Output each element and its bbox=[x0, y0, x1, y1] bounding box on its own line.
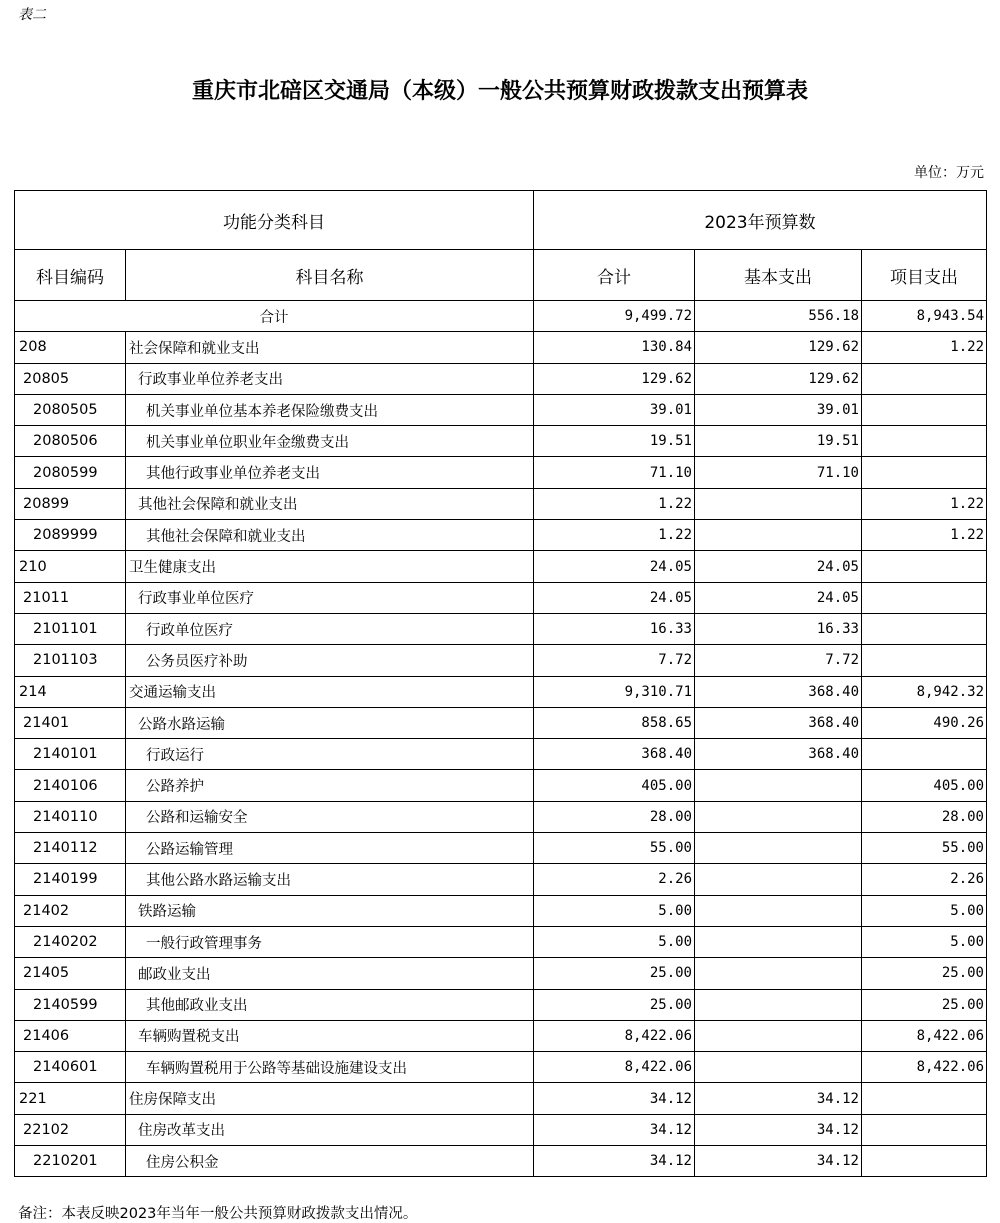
row-code: 221 bbox=[15, 1083, 126, 1114]
row-code: 20899 bbox=[15, 488, 126, 519]
table-row bbox=[15, 488, 987, 519]
row-basic bbox=[695, 958, 862, 989]
row-project bbox=[862, 363, 987, 394]
row-total: 5.00 bbox=[534, 895, 695, 926]
row-total: 858.65 bbox=[534, 707, 695, 738]
unit-label: 单位：万元 bbox=[914, 165, 984, 181]
row-name: 其他邮政业支出 bbox=[126, 989, 534, 1020]
row-basic: 39.01 bbox=[695, 394, 862, 425]
row-basic: 34.12 bbox=[695, 1146, 862, 1177]
row-name: 机关事业单位基本养老保险缴费支出 bbox=[126, 394, 534, 425]
row-total: 71.10 bbox=[534, 457, 695, 488]
row-project: 2.26 bbox=[862, 864, 987, 895]
row-name: 交通运输支出 bbox=[126, 676, 534, 707]
row-project bbox=[862, 551, 987, 582]
row-name: 住房保障支出 bbox=[126, 1083, 534, 1114]
table-row bbox=[15, 989, 987, 1020]
row-code: 2101101 bbox=[15, 613, 126, 644]
row-name: 公路和运输安全 bbox=[126, 801, 534, 832]
header-basic: 基本支出 bbox=[695, 250, 862, 301]
row-project bbox=[862, 739, 987, 770]
row-basic bbox=[695, 770, 862, 801]
row-project: 1.22 bbox=[862, 520, 987, 551]
table-row bbox=[15, 426, 987, 457]
row-project: 8,422.06 bbox=[862, 1020, 987, 1051]
row-name: 车辆购置税支出 bbox=[126, 1020, 534, 1051]
row-total: 19.51 bbox=[534, 426, 695, 457]
row-project: 1.22 bbox=[862, 488, 987, 519]
row-name: 公路运输管理 bbox=[126, 833, 534, 864]
table-row bbox=[15, 864, 987, 895]
row-code: 21402 bbox=[15, 895, 126, 926]
row-basic bbox=[695, 488, 862, 519]
row-basic bbox=[695, 1020, 862, 1051]
row-basic bbox=[695, 864, 862, 895]
header-project: 项目支出 bbox=[862, 250, 987, 301]
row-total: 34.12 bbox=[534, 1114, 695, 1145]
row-name: 公路养护 bbox=[126, 770, 534, 801]
row-basic: 16.33 bbox=[695, 613, 862, 644]
row-total: 34.12 bbox=[534, 1083, 695, 1114]
table-row bbox=[15, 1083, 987, 1114]
row-basic bbox=[695, 989, 862, 1020]
row-total: 25.00 bbox=[534, 989, 695, 1020]
row-basic: 368.40 bbox=[695, 676, 862, 707]
table-row bbox=[15, 676, 987, 707]
table-row bbox=[15, 958, 987, 989]
table-row bbox=[15, 707, 987, 738]
row-name: 公路水路运输 bbox=[126, 707, 534, 738]
total-row-basic: 556.18 bbox=[695, 301, 862, 332]
row-code: 20805 bbox=[15, 363, 126, 394]
row-name: 其他行政事业单位养老支出 bbox=[126, 457, 534, 488]
row-code: 21011 bbox=[15, 582, 126, 613]
row-total: 368.40 bbox=[534, 739, 695, 770]
header-name: 科目名称 bbox=[126, 250, 534, 301]
row-basic: 24.05 bbox=[695, 582, 862, 613]
row-project bbox=[862, 582, 987, 613]
row-project: 28.00 bbox=[862, 801, 987, 832]
row-code: 2140110 bbox=[15, 801, 126, 832]
row-name: 行政单位医疗 bbox=[126, 613, 534, 644]
row-basic: 71.10 bbox=[695, 457, 862, 488]
table-row bbox=[15, 457, 987, 488]
row-total: 39.01 bbox=[534, 394, 695, 425]
row-project: 5.00 bbox=[862, 895, 987, 926]
row-basic bbox=[695, 1052, 862, 1083]
row-name: 机关事业单位职业年金缴费支出 bbox=[126, 426, 534, 457]
row-code: 2140101 bbox=[15, 739, 126, 770]
row-code: 2089999 bbox=[15, 520, 126, 551]
row-code: 2080599 bbox=[15, 457, 126, 488]
table-row bbox=[15, 1146, 987, 1177]
row-name: 其他社会保障和就业支出 bbox=[126, 520, 534, 551]
row-basic: 7.72 bbox=[695, 645, 862, 676]
row-code: 214 bbox=[15, 676, 126, 707]
table-row bbox=[15, 332, 987, 363]
row-basic bbox=[695, 520, 862, 551]
table-row bbox=[15, 1020, 987, 1051]
row-total: 9,310.71 bbox=[534, 676, 695, 707]
row-code: 2140199 bbox=[15, 864, 126, 895]
table-row bbox=[15, 1052, 987, 1083]
row-basic bbox=[695, 926, 862, 957]
row-name: 行政事业单位医疗 bbox=[126, 582, 534, 613]
row-name: 卫生健康支出 bbox=[126, 551, 534, 582]
row-code: 2080505 bbox=[15, 394, 126, 425]
header-budget-2023: 2023年预算数 bbox=[534, 191, 987, 250]
row-total: 16.33 bbox=[534, 613, 695, 644]
row-basic: 368.40 bbox=[695, 739, 862, 770]
header-function-category: 功能分类科目 bbox=[15, 191, 534, 250]
row-total: 24.05 bbox=[534, 551, 695, 582]
row-total: 34.12 bbox=[534, 1146, 695, 1177]
row-name: 住房改革支出 bbox=[126, 1114, 534, 1145]
table-row bbox=[15, 645, 987, 676]
row-total: 25.00 bbox=[534, 958, 695, 989]
row-code: 2080506 bbox=[15, 426, 126, 457]
row-total: 55.00 bbox=[534, 833, 695, 864]
row-total: 129.62 bbox=[534, 363, 695, 394]
row-name: 公务员医疗补助 bbox=[126, 645, 534, 676]
budget-table bbox=[14, 190, 987, 1177]
row-name: 其他公路水路运输支出 bbox=[126, 864, 534, 895]
header-total: 合计 bbox=[534, 250, 695, 301]
table-row bbox=[15, 394, 987, 425]
row-code: 2140112 bbox=[15, 833, 126, 864]
table-row bbox=[15, 739, 987, 770]
row-basic: 19.51 bbox=[695, 426, 862, 457]
row-project: 25.00 bbox=[862, 989, 987, 1020]
table-row bbox=[15, 895, 987, 926]
row-name: 邮政业支出 bbox=[126, 958, 534, 989]
row-name: 其他社会保障和就业支出 bbox=[126, 488, 534, 519]
row-code: 2140599 bbox=[15, 989, 126, 1020]
row-code: 21406 bbox=[15, 1020, 126, 1051]
row-code: 208 bbox=[15, 332, 126, 363]
row-code: 21405 bbox=[15, 958, 126, 989]
row-name: 行政事业单位养老支出 bbox=[126, 363, 534, 394]
row-project: 405.00 bbox=[862, 770, 987, 801]
table-row bbox=[15, 1114, 987, 1145]
row-project: 25.00 bbox=[862, 958, 987, 989]
total-row-label: 合计 bbox=[15, 301, 534, 332]
row-basic bbox=[695, 801, 862, 832]
row-code: 2140601 bbox=[15, 1052, 126, 1083]
row-name: 铁路运输 bbox=[126, 895, 534, 926]
row-project: 8,942.32 bbox=[862, 676, 987, 707]
row-basic: 368.40 bbox=[695, 707, 862, 738]
row-code: 2210201 bbox=[15, 1146, 126, 1177]
row-total: 8,422.06 bbox=[534, 1020, 695, 1051]
row-total: 2.26 bbox=[534, 864, 695, 895]
row-name: 一般行政管理事务 bbox=[126, 926, 534, 957]
total-row-project: 8,943.54 bbox=[862, 301, 987, 332]
row-total: 24.05 bbox=[534, 582, 695, 613]
row-basic: 24.05 bbox=[695, 551, 862, 582]
row-basic bbox=[695, 895, 862, 926]
row-project bbox=[862, 1114, 987, 1145]
row-project bbox=[862, 457, 987, 488]
row-project bbox=[862, 645, 987, 676]
table-row bbox=[15, 613, 987, 644]
row-name: 社会保障和就业支出 bbox=[126, 332, 534, 363]
row-project: 55.00 bbox=[862, 833, 987, 864]
table-row bbox=[15, 926, 987, 957]
table-row bbox=[15, 801, 987, 832]
row-project bbox=[862, 613, 987, 644]
row-project: 1.22 bbox=[862, 332, 987, 363]
row-basic: 129.62 bbox=[695, 332, 862, 363]
row-project bbox=[862, 394, 987, 425]
row-code: 210 bbox=[15, 551, 126, 582]
row-name: 车辆购置税用于公路等基础设施建设支出 bbox=[126, 1052, 534, 1083]
table-row bbox=[15, 363, 987, 394]
row-basic: 129.62 bbox=[695, 363, 862, 394]
row-code: 21401 bbox=[15, 707, 126, 738]
table-row bbox=[15, 833, 987, 864]
row-project bbox=[862, 1146, 987, 1177]
table-row bbox=[15, 582, 987, 613]
row-basic: 34.12 bbox=[695, 1114, 862, 1145]
row-project: 5.00 bbox=[862, 926, 987, 957]
row-name: 行政运行 bbox=[126, 739, 534, 770]
table-row bbox=[15, 551, 987, 582]
row-code: 2140106 bbox=[15, 770, 126, 801]
row-total: 5.00 bbox=[534, 926, 695, 957]
footnote: 备注：本表反映2023年当年一般公共预算财政拨款支出情况。 bbox=[18, 1206, 418, 1222]
row-project bbox=[862, 1083, 987, 1114]
page-title: 重庆市北碚区交通局（本级）一般公共预算财政拨款支出预算表 bbox=[191, 78, 808, 104]
row-name: 住房公积金 bbox=[126, 1146, 534, 1177]
row-project bbox=[862, 426, 987, 457]
row-total: 28.00 bbox=[534, 801, 695, 832]
row-code: 2101103 bbox=[15, 645, 126, 676]
header-code: 科目编码 bbox=[15, 250, 126, 301]
row-basic: 34.12 bbox=[695, 1083, 862, 1114]
row-code: 22102 bbox=[15, 1114, 126, 1145]
table-row bbox=[15, 770, 987, 801]
row-total: 8,422.06 bbox=[534, 1052, 695, 1083]
row-total: 405.00 bbox=[534, 770, 695, 801]
row-code: 2140202 bbox=[15, 926, 126, 957]
row-project: 490.26 bbox=[862, 707, 987, 738]
total-row bbox=[15, 301, 987, 332]
row-basic bbox=[695, 833, 862, 864]
row-total: 1.22 bbox=[534, 488, 695, 519]
row-total: 130.84 bbox=[534, 332, 695, 363]
row-total: 1.22 bbox=[534, 520, 695, 551]
table-row bbox=[15, 520, 987, 551]
row-total: 7.72 bbox=[534, 645, 695, 676]
document-label: 表二 bbox=[18, 7, 46, 23]
total-row-total: 9,499.72 bbox=[534, 301, 695, 332]
row-project: 8,422.06 bbox=[862, 1052, 987, 1083]
